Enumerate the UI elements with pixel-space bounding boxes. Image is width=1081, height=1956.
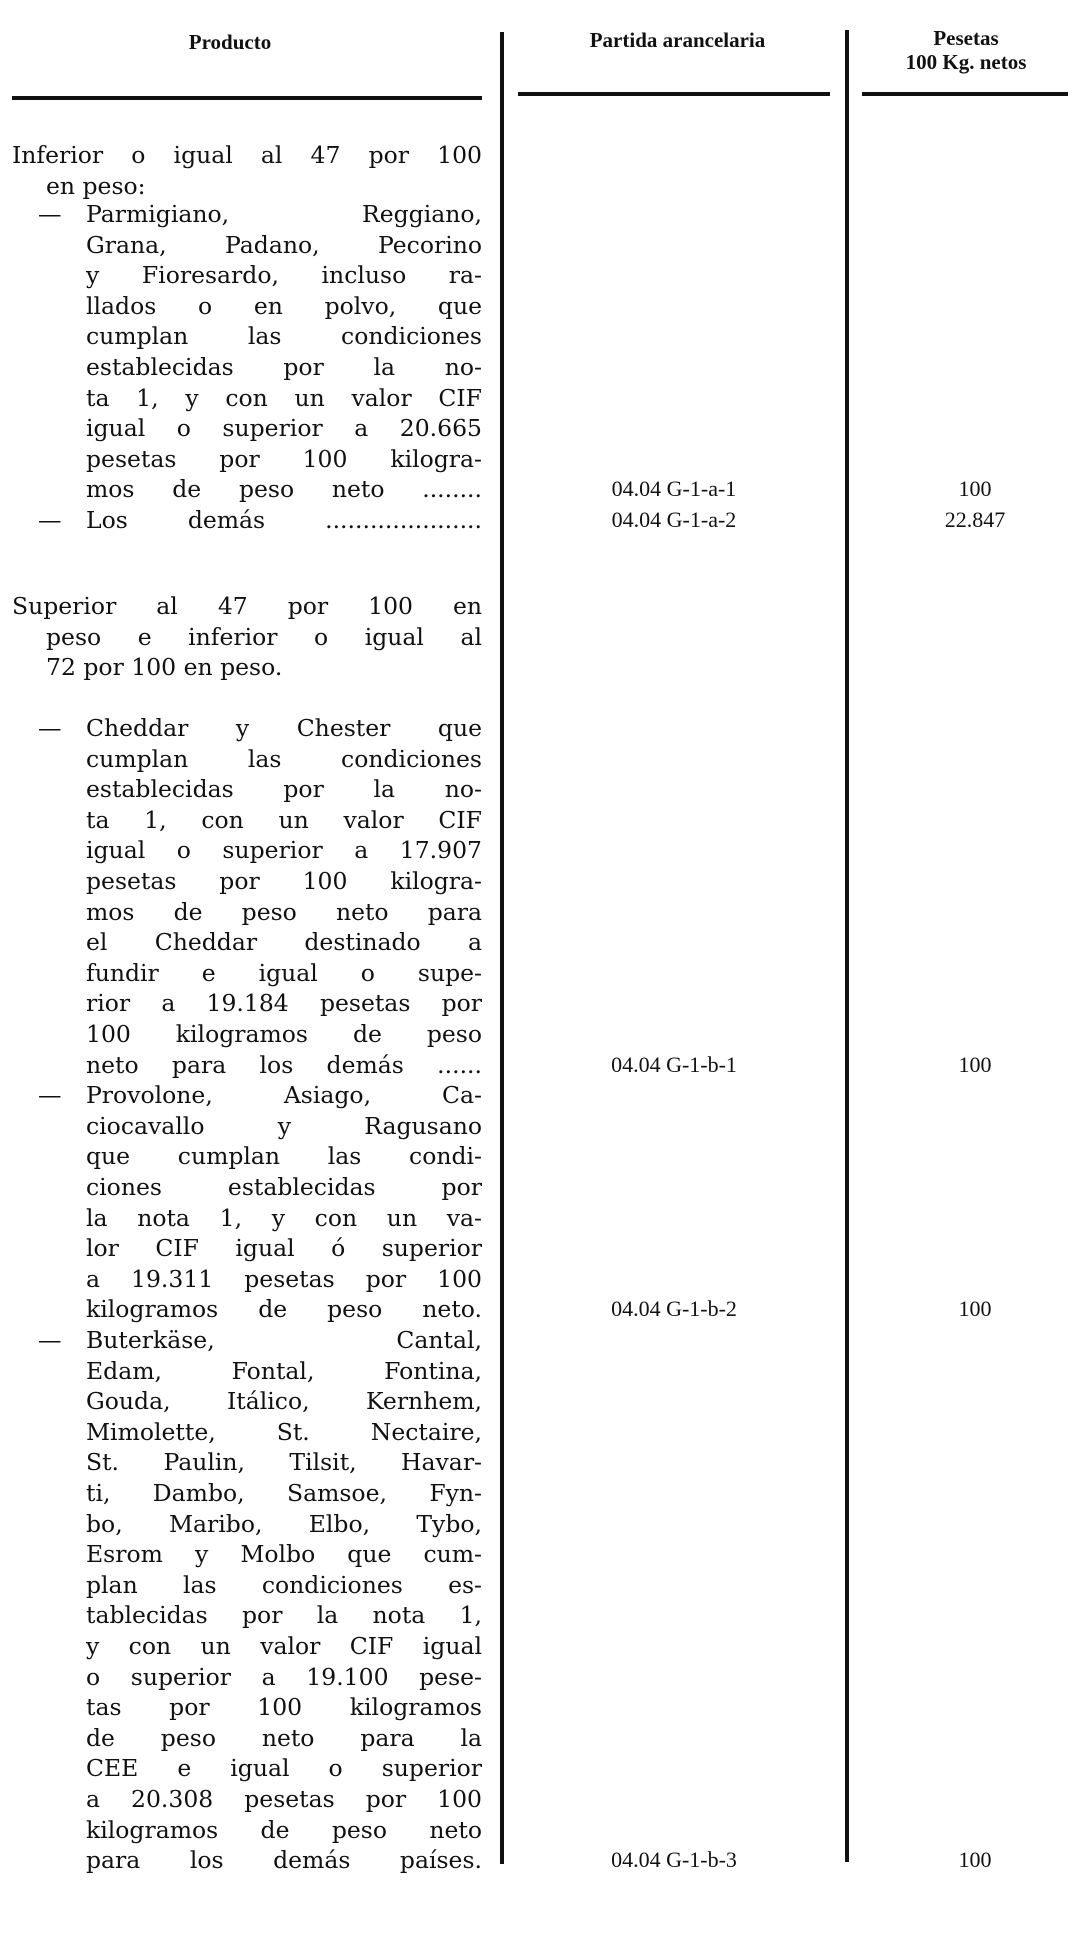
item-text-line: tablecidas por la nota 1, bbox=[86, 1601, 482, 1630]
item-text-line: rior a 19.184 pesetas por bbox=[86, 989, 482, 1018]
section-heading-line: en peso: bbox=[46, 171, 146, 200]
partida-arancelaria-value: 04.04 G-1-b-1 bbox=[611, 1051, 737, 1077]
item-text-line: kilogramos de peso neto. bbox=[86, 1295, 482, 1324]
item-text-line: neto para los demás ...... bbox=[86, 1050, 482, 1079]
header-pesetas-line2: 100 Kg. netos bbox=[905, 50, 1027, 74]
item-text-line: ciones establecidas por bbox=[86, 1173, 482, 1201]
item-text-line: igual o superior a 17.907 bbox=[86, 836, 482, 865]
item-dash: — bbox=[38, 506, 62, 534]
item-text-line: bo, Maribo, Elbo, Tybo, bbox=[86, 1509, 482, 1538]
pesetas-value: 100 bbox=[958, 1847, 992, 1873]
pesetas-value: 100 bbox=[958, 1051, 992, 1077]
item-text-line: a 20.308 pesetas por 100 bbox=[86, 1785, 482, 1813]
item-text-line: de peso neto para la bbox=[86, 1723, 482, 1752]
item-text-line: a 19.311 pesetas por 100 bbox=[86, 1264, 482, 1293]
item-text-line: ti, Dambo, Samsoe, Fyn- bbox=[86, 1479, 482, 1507]
partida-arancelaria-value: 04.04 G-1-b-2 bbox=[611, 1296, 737, 1322]
item-text-line: cumplan las condiciones bbox=[86, 744, 482, 773]
item-text-line: ta 1, y con un valor CIF bbox=[86, 383, 482, 412]
item-text-line: para los demás países. bbox=[86, 1846, 482, 1875]
item-text-line: que cumplan las condi- bbox=[86, 1142, 482, 1171]
item-text-line: cumplan las condiciones bbox=[86, 322, 482, 351]
section-heading-line: 72 por 100 en peso. bbox=[46, 653, 283, 682]
pesetas-value: 100 bbox=[958, 1296, 992, 1322]
pesetas-value: 100 bbox=[958, 476, 992, 502]
item-dash: — bbox=[38, 200, 62, 228]
item-text-line: Mimolette, St. Nectaire, bbox=[86, 1417, 482, 1446]
item-text-line: Los demás ..................... bbox=[86, 506, 482, 534]
header-pesetas-line1: Pesetas bbox=[933, 26, 999, 50]
header-rule-producto bbox=[12, 96, 482, 100]
item-text-line: establecidas por la no- bbox=[86, 353, 482, 381]
header-partida-arancelaria: Partida arancelaria bbox=[589, 28, 766, 52]
item-text-line: pesetas por 100 kilogra- bbox=[86, 444, 482, 473]
item-text-line: Parmigiano, Reggiano, bbox=[86, 200, 482, 228]
item-text-line: establecidas por la no- bbox=[86, 775, 482, 804]
item-text-line: lor CIF igual ó superior bbox=[86, 1234, 482, 1263]
item-text-line: Provolone, Asiago, Ca- bbox=[86, 1081, 482, 1110]
item-text-line: mos de peso neto ........ bbox=[86, 475, 482, 504]
item-text-line: St. Paulin, Tilsit, Havar- bbox=[86, 1448, 482, 1477]
item-text-line: llados o en polvo, que bbox=[86, 291, 482, 320]
item-text-line: CEE e igual o superior bbox=[86, 1754, 482, 1783]
item-text-line: igual o superior a 20.665 bbox=[86, 414, 482, 443]
header-rule-partida bbox=[518, 92, 830, 96]
item-text-line: Gouda, Itálico, Kernhem, bbox=[86, 1387, 482, 1416]
item-text-line: fundir e igual o supe- bbox=[86, 958, 482, 987]
partida-arancelaria-value: 04.04 G-1-a-1 bbox=[611, 476, 737, 502]
item-text-line: Grana, Padano, Pecorino bbox=[86, 230, 482, 259]
partida-arancelaria-value: 04.04 G-1-b-3 bbox=[611, 1847, 737, 1873]
item-text-line: y Fioresardo, incluso ra- bbox=[86, 261, 482, 290]
header-producto: Producto bbox=[188, 30, 272, 54]
section-heading-line: Inferior o igual al 47 por 100 bbox=[12, 141, 482, 169]
item-text-line: y con un valor CIF igual bbox=[86, 1632, 482, 1660]
item-text-line: 100 kilogramos de peso bbox=[86, 1020, 482, 1048]
item-dash: — bbox=[38, 1081, 62, 1110]
item-text-line: Esrom y Molbo que cum- bbox=[86, 1540, 482, 1569]
item-text-line: Buterkäse, Cantal, bbox=[86, 1326, 482, 1354]
header-pesetas bbox=[852, 26, 1080, 74]
section-heading-line: peso e inferior o igual al bbox=[46, 622, 482, 651]
pesetas-value: 22.847 bbox=[944, 507, 1006, 532]
item-text-line: Edam, Fontal, Fontina, bbox=[86, 1356, 482, 1385]
item-dash: — bbox=[38, 714, 62, 742]
item-text-line: Cheddar y Chester que bbox=[86, 714, 482, 742]
item-text-line: mos de peso neto para bbox=[86, 897, 482, 926]
header-rule-pesetas bbox=[862, 92, 1068, 96]
column-divider-1 bbox=[500, 32, 504, 1864]
item-text-line: o superior a 19.100 pese- bbox=[86, 1662, 482, 1691]
item-text-line: plan las condiciones es- bbox=[86, 1570, 482, 1599]
item-text-line: la nota 1, y con un va- bbox=[86, 1203, 482, 1232]
partida-arancelaria-value: 04.04 G-1-a-2 bbox=[611, 507, 737, 532]
item-text-line: tas por 100 kilogramos bbox=[86, 1693, 482, 1722]
item-dash: — bbox=[38, 1326, 62, 1354]
item-text-line: pesetas por 100 kilogra- bbox=[86, 867, 482, 895]
item-text-line: ta 1, con un valor CIF bbox=[86, 805, 482, 834]
item-text-line: ciocavallo y Ragusano bbox=[86, 1111, 482, 1140]
column-divider-2 bbox=[845, 30, 849, 1862]
item-text-line: kilogramos de peso neto bbox=[86, 1815, 482, 1844]
section-heading-line: Superior al 47 por 100 en bbox=[12, 592, 482, 620]
item-text-line: el Cheddar destinado a bbox=[86, 928, 482, 957]
